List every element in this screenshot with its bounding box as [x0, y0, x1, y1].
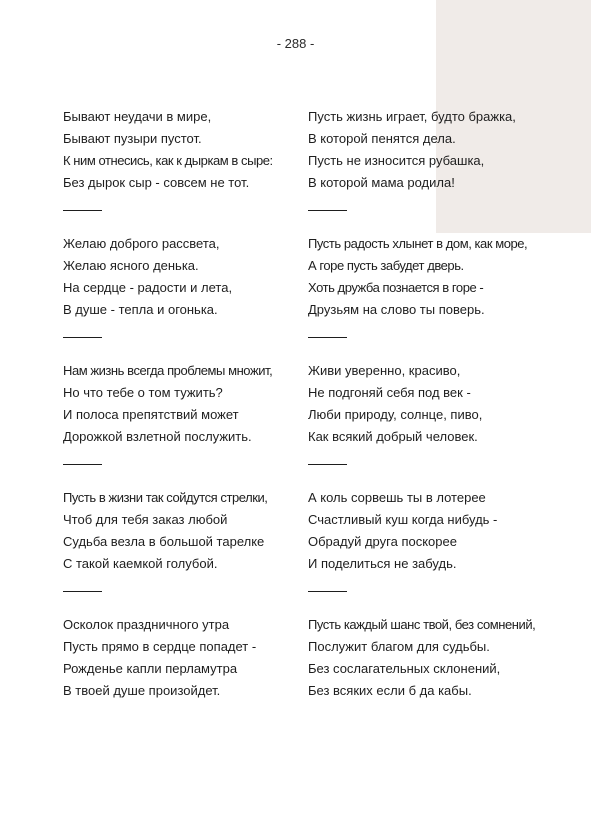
poem-line: Без дырок сыр - совсем не тот.: [63, 175, 250, 190]
poem-line: Друзьям на слово ты поверь.: [308, 302, 485, 317]
poem-line: Рожденье капли перламутра: [63, 661, 238, 676]
poem-line: Как всякий добрый человек.: [308, 429, 478, 444]
poem-line: С такой каемкой голубой.: [63, 556, 218, 571]
poem-line: Желаю доброго рассвета,: [63, 236, 220, 251]
poem-line: Без всяких если б да кабы.: [308, 683, 472, 698]
poem-line: Судьба везла в большой тарелке: [63, 534, 265, 549]
poem-line: Не подгоняй себя под век -: [308, 385, 471, 400]
poem-line: Бывают неудачи в мире,: [63, 109, 212, 124]
poem-line: Пусть прямо в сердце попадет -: [63, 639, 257, 654]
poem-line: Пусть жизнь играет, будто бражка,: [308, 109, 516, 124]
poem-line: Обрадуй друга поскорее: [308, 534, 457, 549]
poem-line: Хоть дружба познается в горе -: [308, 280, 484, 295]
poem-line: И полоса препятствий может: [63, 407, 239, 422]
stanza: [63, 233, 308, 360]
poem-line: Пусть в жизни так сойдутся стрелки,: [63, 490, 268, 505]
poem-line: Пусть каждый шанс твой, без сомнений,: [308, 617, 536, 632]
right-poem-column: [308, 106, 553, 741]
poem-line: К ним отнесись, как к дыркам в сыре:: [63, 153, 273, 168]
stanza: [63, 614, 308, 741]
poem-line: И поделиться не забудь.: [308, 556, 457, 571]
left-poem-column: [63, 106, 308, 741]
poem-line: Чтоб для тебя заказ любой: [63, 512, 228, 527]
poem-line: В твоей душе произойдет.: [63, 683, 221, 698]
stanza: [63, 487, 308, 614]
stanza-separator: [308, 337, 347, 338]
stanza-separator: [63, 337, 102, 338]
stanza: [308, 360, 553, 487]
poem-line: Люби природу, солнце, пиво,: [308, 407, 483, 422]
poem-line: Без сослагательных склонений,: [308, 661, 501, 676]
poem-line: В которой мама родила!: [308, 175, 455, 190]
stanza-separator: [63, 210, 102, 211]
poem-line: Бывают пузыри пустот.: [63, 131, 202, 146]
stanza-separator: [308, 210, 347, 211]
page-number: - 288 -: [276, 36, 315, 51]
poem-line: Живи уверенно, красиво,: [308, 363, 461, 378]
stanza-separator: [308, 464, 347, 465]
poem-line: Пусть не износится рубашка,: [308, 153, 485, 168]
stanza: [308, 614, 553, 741]
stanza-separator: [63, 591, 102, 592]
poem-line: А горе пусть забудет дверь.: [308, 258, 464, 273]
poem-line: В которой пенятся дела.: [308, 131, 456, 146]
stanza: [63, 106, 308, 233]
stanza-separator: [308, 591, 347, 592]
poem-line: Но что тебе о том тужить?: [63, 385, 223, 400]
stanza: [308, 106, 553, 233]
poem-line: Нам жизнь всегда проблемы множит,: [63, 363, 273, 378]
poem-line: Желаю ясного денька.: [63, 258, 199, 273]
poem-line: В душе - тепла и огонька.: [63, 302, 218, 317]
stanza: [308, 233, 553, 360]
stanza: [63, 360, 308, 487]
poem-line: Дорожкой взлетной послужить.: [63, 429, 252, 444]
poem-line: Счастливый куш когда нибудь -: [308, 512, 498, 527]
poem-line: А коль сорвешь ты в лотерее: [308, 490, 486, 505]
stanza: [308, 487, 553, 614]
poem-line: Пусть радость хлынет в дом, как море,: [308, 236, 528, 251]
stanza-separator: [63, 464, 102, 465]
poem-line: На сердце - радости и лета,: [63, 280, 233, 295]
poem-line: Осколок праздничного утра: [63, 617, 230, 632]
poem-line: Послужит благом для судьбы.: [308, 639, 490, 654]
